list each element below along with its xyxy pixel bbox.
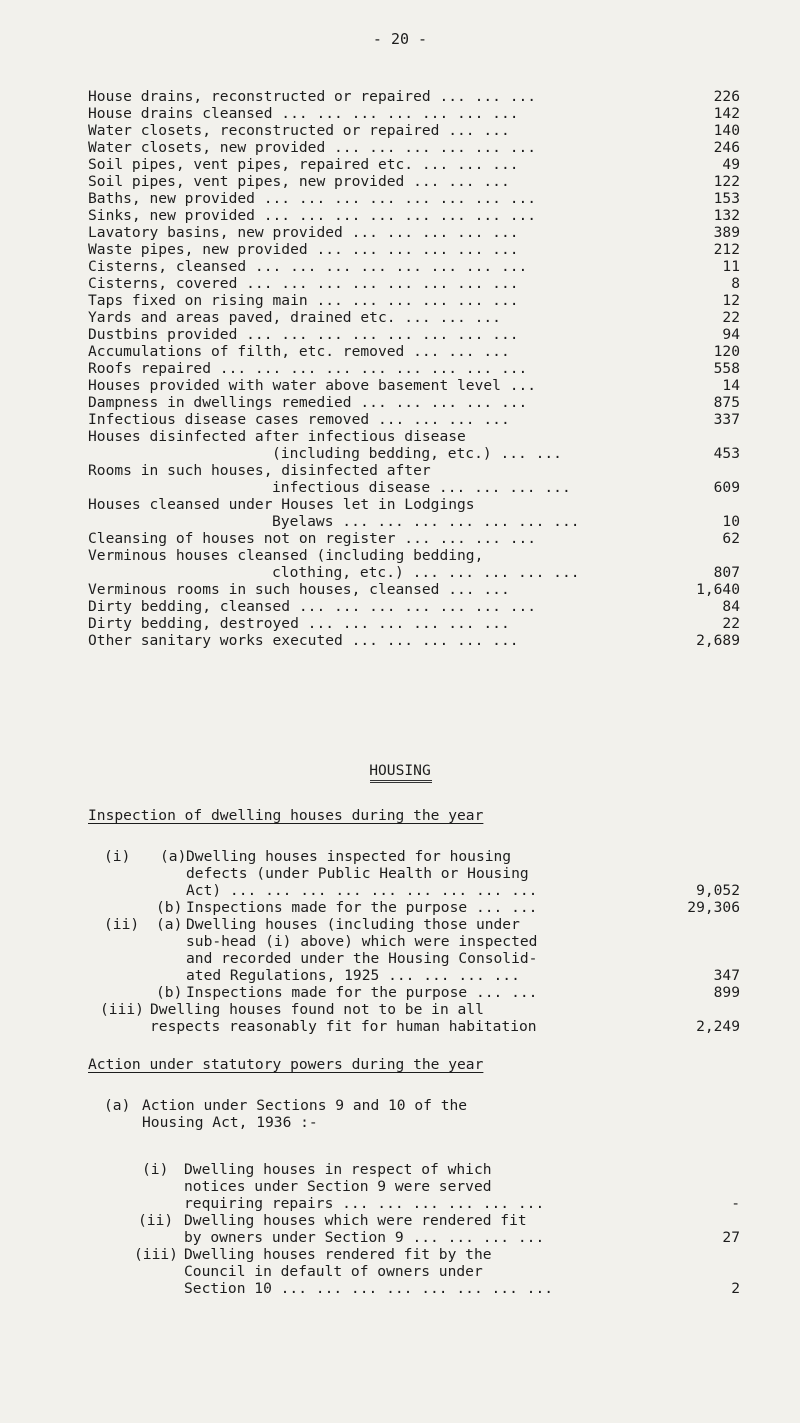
summary-value: 120: [713, 343, 740, 360]
action-ii-value: 27: [722, 1229, 740, 1246]
summary-row: [88, 292, 740, 309]
item-mark-iib: (b): [156, 984, 183, 1001]
summary-row: [88, 513, 740, 530]
action-mark-i: (i): [142, 1161, 169, 1178]
inspection-iia-line-1: Dwelling houses (including those under: [186, 916, 520, 933]
action-a-line-1: Action under Sections 9 and 10 of the: [142, 1097, 468, 1114]
summary-label: Verminous houses cleansed (including bedding,: [88, 547, 484, 564]
summary-label: Cleansing of houses not on register ... ... ... ...: [88, 530, 537, 547]
summary-label: House drains cleansed ... ... ... ... ... ... ...: [88, 105, 519, 122]
inspection-iii-value: 2,249: [696, 1018, 740, 1035]
summary-row: [88, 105, 740, 122]
summary-label: Dirty bedding, cleansed ... ... ... ... ... ... ...: [88, 598, 537, 615]
summary-label: Accumulations of filth, etc. removed ... ... ...: [88, 343, 510, 360]
summary-label: Infectious disease cases removed ... ... ... ...: [88, 411, 510, 428]
summary-label: Verminous rooms in such houses, cleansed ... ...: [88, 581, 510, 598]
action-i-line-3: requiring repairs ... ... ... ... ... ...: [184, 1195, 545, 1212]
summary-row: [88, 496, 740, 513]
inspection-iib-line: Inspections made for the purpose ... ...: [186, 984, 538, 1001]
inspection-ia-line-2: defects (under Public Health or Housing: [186, 865, 529, 882]
action-iii-line-3: Section 10 ... ... ... ... ... ... ... ...: [184, 1280, 554, 1297]
summary-value: 8: [731, 275, 740, 292]
summary-row: [88, 598, 740, 615]
summary-value: 84: [722, 598, 740, 615]
item-mark-ib: (b): [156, 899, 183, 916]
summary-value: 49: [722, 156, 740, 173]
summary-value: 94: [722, 326, 740, 343]
inspection-iia-line-2: sub-head (i) above) which were inspected: [186, 933, 538, 950]
action-i-line-1: Dwelling houses in respect of which: [184, 1161, 492, 1178]
summary-value: 140: [713, 122, 740, 139]
summary-row: [88, 343, 740, 360]
summary-label: House drains, reconstructed or repaired ... ... ...: [88, 88, 537, 105]
summary-label: Houses disinfected after infectious disease: [88, 428, 466, 445]
summary-row: [88, 122, 740, 139]
summary-value: 122: [713, 173, 740, 190]
summary-value: 1,640: [696, 581, 740, 598]
item-mark-ia: (a): [160, 848, 187, 865]
summary-label: Water closets, new provided ... ... ... ... ... ...: [88, 139, 537, 156]
summary-row: [88, 326, 740, 343]
summary-row: [88, 207, 740, 224]
summary-row: [88, 547, 740, 564]
summary-label: Byelaws ... ... ... ... ... ... ...: [272, 513, 580, 530]
summary-label: Cisterns, covered ... ... ... ... ... ... ... ...: [88, 275, 519, 292]
summary-label: Cisterns, cleansed ... ... ... ... ... ... ... ...: [88, 258, 528, 275]
inspection-iib-value: 899: [713, 984, 740, 1001]
summary-value: 212: [713, 241, 740, 258]
heading-underline: [370, 780, 432, 783]
summary-label: Waste pipes, new provided ... ... ... ... ... ...: [88, 241, 519, 258]
action-mark-a: (a): [104, 1097, 131, 1114]
summary-value: 558: [713, 360, 740, 377]
action-iii-line-2: Council in default of owners under: [184, 1263, 483, 1280]
page-number: - 20 -: [372, 30, 428, 48]
summary-row: [88, 411, 740, 428]
summary-label: Soil pipes, vent pipes, new provided ... ... ...: [88, 173, 510, 190]
inspection-ia-line-3: Act) ... ... ... ... ... ... ... ... ...: [186, 882, 538, 899]
summary-row: [88, 530, 740, 547]
summary-label: Soil pipes, vent pipes, repaired etc. ... ... ...: [88, 156, 519, 173]
item-mark-iia: (a): [156, 916, 183, 933]
summary-value: 142: [713, 105, 740, 122]
summary-value: 12: [722, 292, 740, 309]
summary-value: 132: [713, 207, 740, 224]
inspection-iii-line-2: respects reasonably fit for human habitation: [150, 1018, 537, 1035]
summary-value: 11: [722, 258, 740, 275]
action-mark-iii: (iii): [134, 1246, 178, 1263]
action-ii-line-1: Dwelling houses which were rendered fit: [184, 1212, 527, 1229]
summary-row: [88, 139, 740, 156]
action-a-line-2: Housing Act, 1936 :-: [142, 1114, 318, 1131]
summary-label: Lavatory basins, new provided ... ... ... ... ...: [88, 224, 519, 241]
action-title: Action under statutory powers during the year: [88, 1056, 484, 1073]
summary-row: [88, 632, 740, 649]
summary-label: Dampness in dwellings remedied ... ... ... ... ...: [88, 394, 528, 411]
summary-value: 609: [713, 479, 740, 496]
summary-label: clothing, etc.) ... ... ... ... ...: [272, 564, 580, 581]
summary-row: [88, 360, 740, 377]
inspection-iia-value: 347: [713, 967, 740, 984]
summary-value: 14: [722, 377, 740, 394]
summary-value: 10: [722, 513, 740, 530]
action-ii-line-2: by owners under Section 9 ... ... ... ...: [184, 1229, 545, 1246]
summary-row: [88, 615, 740, 632]
summary-row: [88, 275, 740, 292]
summary-label: Sinks, new provided ... ... ... ... ... ... ... ...: [88, 207, 537, 224]
summary-value: 153: [713, 190, 740, 207]
summary-row: [88, 445, 740, 462]
summary-row: [88, 241, 740, 258]
summary-label: Yards and areas paved, drained etc. ... ... ...: [88, 309, 501, 326]
summary-row: [88, 377, 740, 394]
inspection-title: Inspection of dwelling houses during the year: [88, 807, 484, 824]
summary-row: [88, 258, 740, 275]
item-mark-iii: (iii): [100, 1001, 144, 1018]
summary-row: [88, 88, 740, 105]
summary-label: Baths, new provided ... ... ... ... ... ... ... ...: [88, 190, 537, 207]
summary-label: Houses provided with water above basement level ...: [88, 377, 537, 394]
summary-row: [88, 173, 740, 190]
summary-value: 807: [713, 564, 740, 581]
inspection-ib-value: 29,306: [687, 899, 740, 916]
summary-label: infectious disease ... ... ... ...: [272, 479, 571, 496]
summary-value: 2,689: [696, 632, 740, 649]
summary-label: Roofs repaired ... ... ... ... ... ... ... ... ...: [88, 360, 528, 377]
action-i-value: -: [731, 1195, 740, 1212]
summary-value: 389: [713, 224, 740, 241]
summary-value: 453: [713, 445, 740, 462]
item-mark-i: (i): [104, 848, 131, 865]
summary-row: [88, 428, 740, 445]
summary-row: [88, 462, 740, 479]
inspection-ia-line-1: Dwelling houses inspected for housing: [186, 848, 512, 865]
summary-row: [88, 581, 740, 598]
action-iii-value: 2: [731, 1280, 740, 1297]
summary-label: Houses cleansed under Houses let in Lodgings: [88, 496, 475, 513]
inspection-iii-line-1: Dwelling houses found not to be in all: [150, 1001, 484, 1018]
summary-label: (including bedding, etc.) ... ...: [272, 445, 562, 462]
summary-label: Dirty bedding, destroyed ... ... ... ... ... ...: [88, 615, 510, 632]
summary-label: Other sanitary works executed ... ... ... ... ...: [88, 632, 519, 649]
inspection-ib-line: Inspections made for the purpose ... ...: [186, 899, 538, 916]
summary-value: 22: [722, 615, 740, 632]
summary-value: 22: [722, 309, 740, 326]
summary-row: [88, 190, 740, 207]
summary-value: 62: [722, 530, 740, 547]
summary-row: [88, 224, 740, 241]
inspection-iia-line-3: and recorded under the Housing Consolid-: [186, 950, 538, 967]
summary-row: [88, 564, 740, 581]
inspection-ia-value: 9,052: [696, 882, 740, 899]
action-i-line-2: notices under Section 9 were served: [184, 1178, 492, 1195]
summary-label: Taps fixed on rising main ... ... ... ... ... ...: [88, 292, 519, 309]
summary-row: [88, 156, 740, 173]
action-mark-ii: (ii): [138, 1212, 174, 1229]
summary-row: [88, 309, 740, 326]
summary-label: Dustbins provided ... ... ... ... ... ... ... ...: [88, 326, 519, 343]
action-iii-line-1: Dwelling houses rendered fit by the: [184, 1246, 492, 1263]
summary-value: 246: [713, 139, 740, 156]
summary-value: 226: [713, 88, 740, 105]
summary-value: 337: [713, 411, 740, 428]
summary-label: Rooms in such houses, disinfected after: [88, 462, 431, 479]
housing-heading: HOUSING: [369, 762, 431, 779]
summary-row: [88, 394, 740, 411]
summary-row: [88, 479, 740, 496]
summary-label: Water closets, reconstructed or repaired ... ...: [88, 122, 510, 139]
inspection-iia-line-4: ated Regulations, 1925 ... ... ... ...: [186, 967, 520, 984]
item-mark-ii: (ii): [104, 916, 140, 933]
summary-value: 875: [713, 394, 740, 411]
